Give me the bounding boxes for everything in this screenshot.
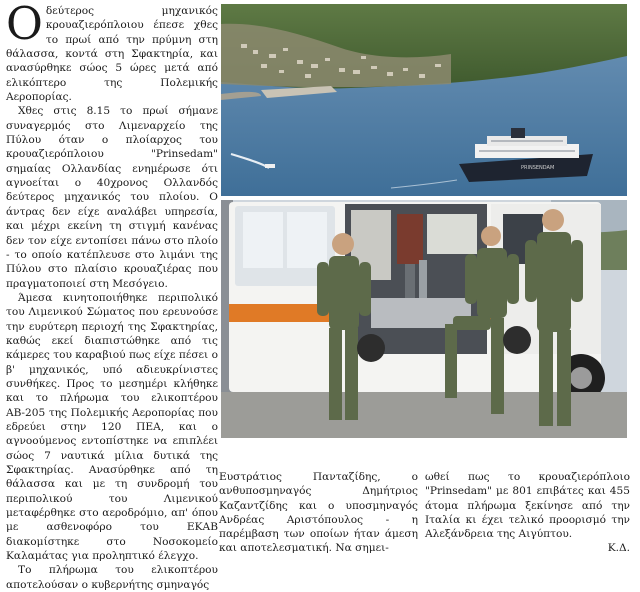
article-right-column <box>425 470 630 555</box>
paragraph-crew-names: Ευστράτιος Πανταζίδης, ο ανθυποσμηναγός Δημήτριος Καζαντζίδης και ο υποσμηναγός Ανδρέας Αριστόπουλος - η παρέμβαση των οποίων ήταν άμεση και αποτελεσματική. Να σημει- <box>219 471 418 555</box>
paragraph-intro <box>6 0 218 104</box>
helicopter-crew-ambulance-photo-icon <box>221 200 627 438</box>
author-signature: Κ.Δ. <box>607 542 630 555</box>
article-middle-column <box>219 470 418 555</box>
paragraph-crew-start: Το πλήρωμα του ελικοπτέρου αποτελούσαν ο κυβερνήτης σμηναγός <box>6 564 218 591</box>
paragraph-intro-text: δεύτερος μηχανικός κρουαζιερόπλοιου έπεσε χθες το πρωί από την πρύμνη στη θάλασσα, κοντά στη Σφακτηρία, και ανασύρθηκε σώος 5 ώρες μετά από ελικόπτερο της Πολεμικής Αεροπορίας. <box>6 5 218 104</box>
paragraph-rescue: Άμεσα κινητοποιήθηκε περιπολικό του Λιμενικού Σώματος που ερευνούσε την ευρύτερη περιοχή της Σφακτηρίας, καθώς εκεί διαπιστώθηκε από τις κάμερες του καραβιού πως είχε πέσει ο β' μηχανικός, υπό αδιευκρίνιστες συνθήκες. Προς το μεσημέρι κλήθηκε και το πλήρωμα του ελικοπτέρου ΑΒ-205 της Πολεμικής Αεροπορίας που εδρεύει στην 120 ΠΕΑ, και ο αγνοούμενος εντοπίστηκε να επιπλέει σώος 7 ναυτικά μίλια δυτικά της Σφακτηρίας. Ανασύρθηκε από τη θάλασσα και με τη συνδρομή του περιπολικού του Λιμενικού μεταφέρθηκε στο αεροδρόμιο, απ' όπου με ασθενοφόρο του ΕΚΑΒ διακομίστηκε στο Νοσοκομείο Καλαμάτας για προληπτικό έλεγχο. <box>6 291 218 563</box>
photo-harbor-cruise-ship <box>221 4 627 196</box>
photo-helicopter-crew <box>221 200 627 438</box>
drop-cap-letter: Ο <box>6 0 43 50</box>
harbor-cruise-ship-photo-icon <box>221 4 627 196</box>
paragraph-alarm: Χθες στις 8.15 το πρωί σήμανε συναγερμός στο Λιμεναρχείο της Πύλου όταν ο πλοίαρχος του κρουαζιερόπλοιου "Prinsedam" σημαίας Ολλανδίας ενημέρωσε ότι αγνοείται ο 40χρονος Ολλανδός δεύτερος μηχανικός του πλοίου. Ο άντρας δεν είχε αναλάβει υπηρεσία, και μέχρι εκείνη τη στιγμή κανένας δεν τον είχε εντοπίσει πάνω στο πλοίο - το οποίο κατέπλευσε στο λιμάνι της Πύλου στο πλαίσιο κρουαζιέρας που πραγματοποιεί στη Μεσόγειο. <box>6 105 218 290</box>
ship-name-label: PRINSENDAM <box>521 165 555 171</box>
paragraph-ship-details: ωθεί πως το κρουαζιερόπλοιο "Prinsedam" με 801 επιβάτες και 455 άτομα πλήρωμα ξεκίνησε από την Ιταλία κι έχει τελικό προορισμό την Αλεξάνδρεια της Αιγύπτου. <box>425 471 630 541</box>
article-left-column <box>6 0 218 591</box>
